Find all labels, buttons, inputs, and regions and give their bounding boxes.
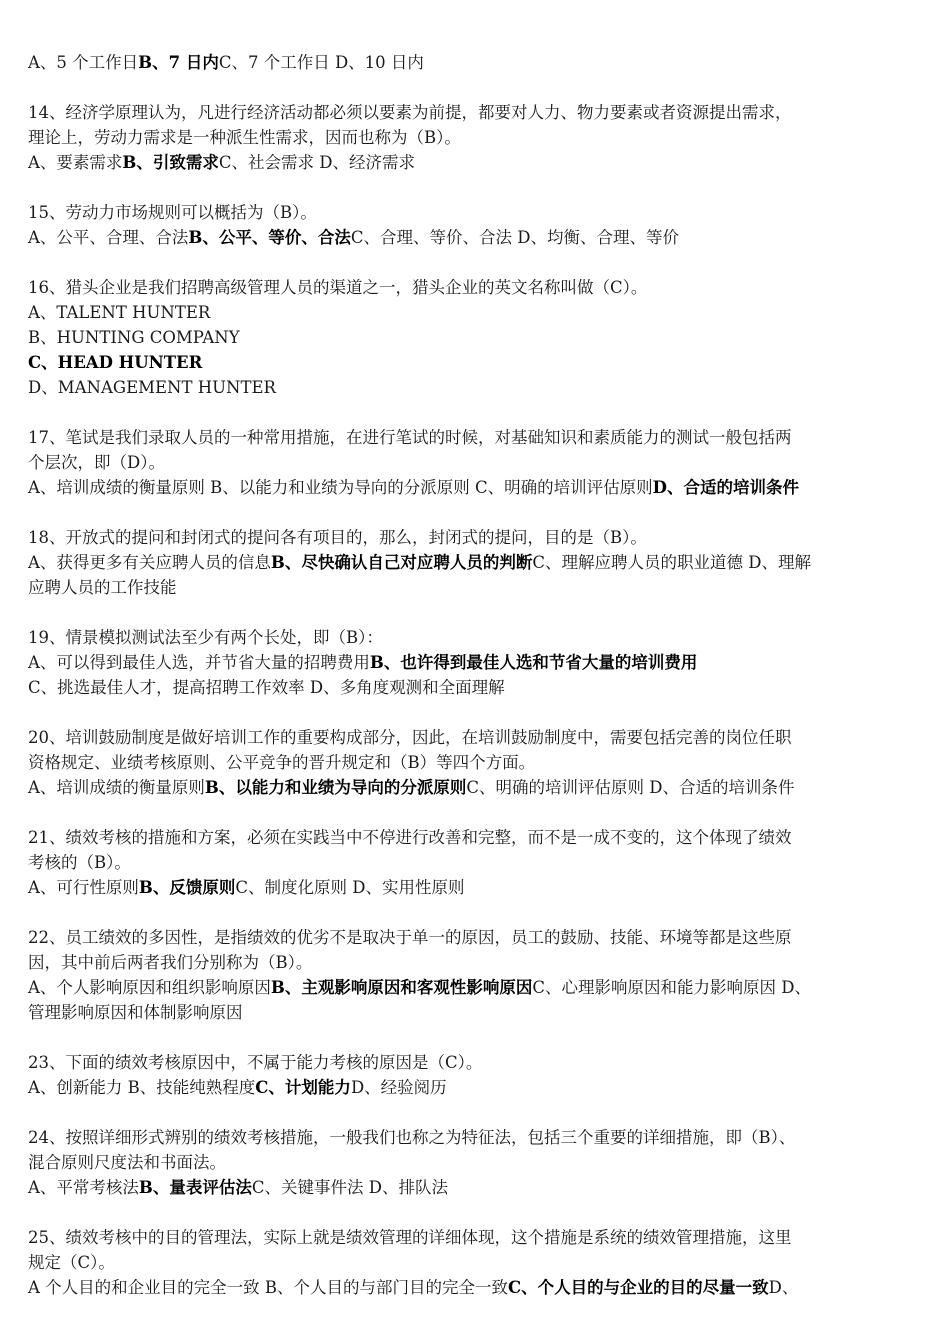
answer-line-21: A、可行性原则B、反馈原则C、制度化原则 D、实用性原则 — [28, 878, 465, 897]
answer-line-14: A、要素需求B、引致需求C、社会需求 D、经济需求 — [28, 153, 415, 172]
question-23: 23、下面的绩效考核原因中，不属于能力考核的原因是（C）。 — [28, 1053, 483, 1072]
option-16-a: A、TALENT HUNTER — [28, 303, 211, 322]
answer-line: A、5 个工作日B、7 日内C、7 个工作日 D、10 日内 — [28, 53, 424, 72]
option-16-c: C、HEAD HUNTER — [28, 353, 203, 372]
question-24-cont: 混合原则尺度法和书面法。 — [28, 1153, 226, 1172]
document-page — [28, 50, 928, 1300]
answer-line-19-cont: C、挑选最佳人才，提高招聘工作效率 D、多角度观测和全面理解 — [28, 678, 505, 697]
question-24: 24、按照详细形式辨别的绩效考核措施，一般我们也称之为特征法，包括三个重要的详细措施，即（B）、 — [28, 1128, 796, 1147]
answer-line-17: A、培训成绩的衡量原则 B、以能力和业绩为导向的分派原则 C、明确的培训评估原则D、合适的培训条件 — [28, 478, 799, 497]
question-20-cont: 资格规定、业绩考核原则、公平竞争的晋升规定和（B）等四个方面。 — [28, 753, 536, 772]
answer-line-18: A、获得更多有关应聘人员的信息B、尽快确认自己对应聘人员的判断C、理解应聘人员的职业道德 D、理解 — [28, 553, 811, 572]
question-14: 14、经济学原理认为，凡进行经济活动都必须以要素为前提，都要对人力、物力要素或者资源提出需求， — [28, 103, 792, 122]
option-16-b: B、HUNTING COMPANY — [28, 328, 240, 347]
question-25: 25、绩效考核中的目的管理法，实际上就是绩效管理的详细体现，这个措施是系统的绩效管理措施，这里 — [28, 1228, 792, 1247]
option-16-d: D、MANAGEMENT HUNTER — [28, 378, 276, 397]
question-22-cont: 因，其中前后两者我们分别称为（B）。 — [28, 953, 313, 972]
question-21: 21、绩效考核的措施和方案，必须在实践当中不停进行改善和完整，而不是一成不变的，这个体现了绩效 — [28, 828, 792, 847]
answer-line-15: A、公平、合理、合法B、公平、等价、合法C、合理、等价、合法 D、均衡、合理、等价 — [28, 228, 679, 247]
answer-line-18-cont: 应聘人员的工作技能 — [28, 578, 177, 597]
question-18: 18、开放式的提问和封闭式的提问各有项目的，那么，封闭式的提问，目的是（B）。 — [28, 528, 647, 547]
question-16: 16、猎头企业是我们招聘高级管理人员的渠道之一，猎头企业的英文名称叫做（C）。 — [28, 278, 648, 297]
answer-line-22-cont: 管理影响原因和体制影响原因 — [28, 1003, 243, 1022]
question-25-cont: 规定（C）。 — [28, 1253, 115, 1272]
question-22: 22、员工绩效的多因性，是指绩效的优劣不是取决于单一的原因，员工的鼓励、技能、环境等都是这些原 — [28, 928, 792, 947]
answer-line-20: A、培训成绩的衡量原则B、以能力和业绩为导向的分派原则C、明确的培训评估原则 D、合适的培训条件 — [28, 778, 795, 797]
question-15: 15、劳动力市场规则可以概括为（B）。 — [28, 203, 317, 222]
answer-line-23: A、创新能力 B、技能纯熟程度C、计划能力D、经验阅历 — [28, 1078, 447, 1097]
question-19: 19、情景模拟测试法至少有两个长处，即（B）： — [28, 628, 383, 647]
question-17: 17、笔试是我们录取人员的一种常用措施，在进行笔试的时候，对基础知识和素质能力的测试一般包括两 — [28, 428, 792, 447]
question-21-cont: 考核的（B）。 — [28, 853, 131, 872]
question-17-cont: 个层次，即（D）。 — [28, 453, 165, 472]
answer-line-25: A 个人目的和企业目的完全一致 B、个人目的与部门目的完全一致C、个人目的与企业的目的尽量一致D、 — [28, 1278, 799, 1297]
question-20: 20、培训鼓励制度是做好培训工作的重要构成部分，因此，在培训鼓励制度中，需要包括完善的岗位任职 — [28, 728, 792, 747]
answer-line-24: A、平常考核法B、量表评估法C、关键事件法 D、排队法 — [28, 1178, 448, 1197]
answer-line-22: A、个人影响原因和组织影响原因B、主观影响原因和客观性影响原因C、心理影响原因和能力影响原因 D、 — [28, 978, 811, 997]
question-14-cont: 理论上，劳动力需求是一种派生性需求，因而也称为（B）。 — [28, 128, 461, 147]
answer-line-19: A、可以得到最佳人选，并节省大量的招聘费用B、也许得到最佳人选和节省大量的培训费用 — [28, 653, 698, 672]
